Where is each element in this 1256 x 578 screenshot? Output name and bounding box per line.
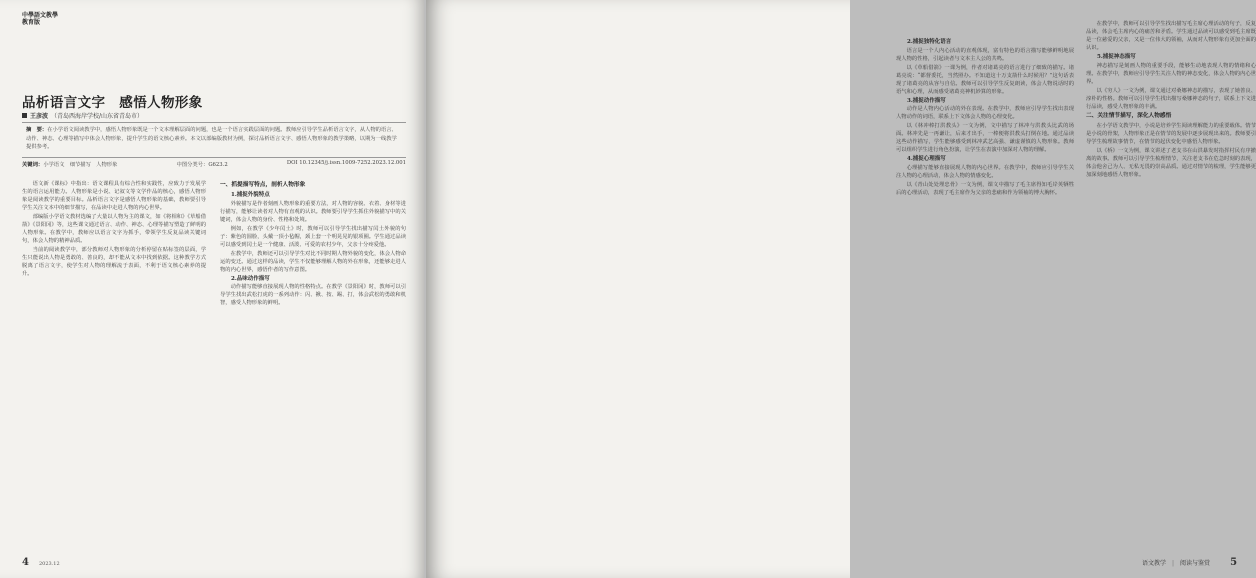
- masthead-subtitle: 教育版: [22, 19, 41, 26]
- author-line: [22, 111, 143, 120]
- paragraph: 心理描写能够直接展现人物的内心世界。在教学中，教师应引导学生关注人物的心理活动，体会人物的情感变化。: [896, 164, 1074, 179]
- paragraph: 例如，在教学《少年闰土》时，教师可以引导学生找出描写闰土外貌的句子：紫色的圆脸，头戴一顶小毡帽，颈上套一个明晃晃的银项圈。学生通过品读可以感受到闰土是一个健康、活泼、可爱的农村少年，父亲十分疼爱他。: [220, 225, 406, 248]
- paragraph: 以《林冲棒打洪教头》一文为例，文中描写了林冲与洪教头比武的场面。林冲先是一再谦让，后来才出手，一棒便将洪教头打倒在地。通过品读这些动作描写，学生能够感受到林冲武艺高强、谦虚谨慎的人物形象。教师可以组织学生进行角色扮演，让学生在表演中加深对人物的理解。: [896, 123, 1074, 153]
- subsection-heading: 4.捕捉心理描写: [907, 156, 946, 162]
- paragraph: 在教学中，教师可以引导学生找出描写毛主席心理活动的句子，反复品读，体会毛主席内心的痛苦和矛盾。学生通过品读可以感受到毛主席既是一位慈爱的父亲，又是一位伟大的领袖，从而对人物形象有更加全面的认识。: [1086, 21, 1256, 51]
- paragraph: 神态描写是刻画人物的重要手段，能够生动地表现人物的情绪和心理。在教学中，教师应引导学生关注人物的神态变化，体会人物的内心世界。: [1086, 62, 1256, 85]
- right-page: [426, 0, 1256, 578]
- paragraph: 语文新《课标》中指出：语文课程具有综合性和实践性，应致力于发展学生的语言运用能力。人物形象是小说、记叙文等文学作品的核心，感悟人物形象是阅读教学的重要目标。品析语言文字是感悟人物形象的基础，教师要引导学生关注文本中的细节描写，在品读中走进人物的内心世界。: [22, 181, 206, 211]
- keywords: [22, 160, 117, 168]
- paragraph: 以《青山处处埋忠骨》一文为例，课文中描写了毛主席得知毛岸英牺牲后的心理活动，表现了毛主席作为父亲的悲痛和作为领袖的博大胸怀。: [896, 181, 1074, 196]
- paragraph: 当前的阅读教学中，部分教师对人物形象的分析停留在贴标签的层面，学生只能说出人物是勇敢的、善良的，却不能从文本中找到依据。这种教学方式脱离了语言文字，使学生对人物的理解流于表面，不利于语文核心素养的提升。: [22, 247, 206, 277]
- masthead-title: 中學語文教學: [22, 12, 59, 19]
- subsection-heading: 2.品味动作描写: [231, 275, 270, 282]
- keywords-label: 关键词：: [22, 162, 44, 168]
- subsection-heading: 3.捕捉动作描写: [907, 97, 946, 104]
- section-heading: 一、抓提描写特点，剖析人物形象: [220, 182, 306, 188]
- article-title: 品析语言文字 感悟人物形象: [22, 95, 203, 111]
- paragraph: 以《穷人》一文为例，课文通过对桑娜神态的描写，表现了她善良、淳朴的性格。教师可以引导学生找出描写桑娜神态的句子，联系上下文进行品读，感受人物形象的丰满。: [1086, 87, 1256, 110]
- right-footer: [1142, 557, 1237, 568]
- journal-masthead: [22, 12, 58, 26]
- subsection-heading: 2.捕捉独特化语言: [907, 39, 952, 45]
- paragraph: 在教学中，教师还可以引导学生对比不同时期人物外貌的变化，体会人物命运的变迁。通过这样的品读，学生不仅能够理解人物的外在形象，还能够走进人物的内心世界，感悟作者的写作意图。: [220, 250, 406, 273]
- footer-divider: |: [1172, 560, 1175, 567]
- right-column-2: [1086, 20, 1256, 535]
- left-page: [0, 0, 424, 578]
- footer-section: 语文教学: [1142, 560, 1167, 567]
- paragraph: 外貌描写是作者刻画人物形象的重要方法，对人物的容貌、衣着、身材等进行描写，能够让读者对人物有直观的认识。教师要引导学生抓住外貌描写中的关键词，体会人物的身份、性格和处境。: [220, 200, 406, 223]
- clc-number: 中图分类号：G623.2: [176, 162, 228, 168]
- left-footer: [22, 557, 60, 568]
- left-column-1: [22, 180, 206, 535]
- page-number: 5: [1230, 557, 1238, 568]
- abstract-label: 摘 要：: [26, 127, 48, 133]
- paragraph: 在小学语文教学中，小说是培养学生阅读理解能力的重要载体。情节是小说的骨架，人物形象正是在情节的发展中逐步展现出来的。教师要引导学生梳理故事情节，在情节的起伏变化中感悟人物形象。: [1086, 122, 1256, 145]
- paragraph: 动作是人物内心活动的外在表现。在教学中，教师应引导学生找出表现人物动作的词语，联系上下文体会人物的心理变化。: [896, 106, 1074, 120]
- doi: DOI 10.12345/j.issn.1009-7252.2023.12.001: [286, 160, 406, 166]
- issue-date: 2023.12: [38, 561, 60, 567]
- author-name: 王彦波: [30, 113, 49, 120]
- author-affiliation: （青岛西海岸学校/山东省青岛市）: [51, 113, 144, 120]
- subsection-heading: 5.捕捉神态描写: [1097, 54, 1136, 60]
- right-column-1: [896, 38, 1074, 535]
- left-column-2: [220, 180, 406, 535]
- article-meta: [22, 160, 406, 168]
- subsection-heading: 1.捕捉外貌特点: [231, 192, 270, 198]
- abstract-text: 在小学语文阅读教学中，感悟人物形象既是一个文本理解层面的问题，也是一个语言实践层面的问题。教师应引导学生品析语言文字，从人物的语言、动作、神态、心理等描写中体会人物形象，提升学生的语文核心素养。本文以部编版教材为例，探讨品析语言文字、感悟人物形象的教学策略，以期为一线教学提供参考。: [26, 127, 397, 150]
- keywords-text: 小学语文 细节描写 人物形象: [43, 162, 118, 168]
- abstract-box: [22, 122, 406, 158]
- paragraph: 部编版小学语文教材选编了大量以人物为主的课文，如《将相和》《草船借箭》《景阳冈》等，这些课文通过语言、动作、神态、心理等描写塑造了鲜明的人物形象。在教学中，教师应以语言文字为抓手，带领学生反复品读关键词句，体会人物的精神品质。: [22, 214, 206, 244]
- paragraph: 动作描写能够直接展现人物的性格特点。在教学《景阳冈》时，教师可以引导学生找出武松打虎的一系列动作：闪、揪、按、踢、打，体会武松的勇敢和机智，感受人物形象的鲜明。: [220, 284, 406, 306]
- paragraph: 以《草船借箭》一课为例，作者对诸葛亮的语言进行了细致的描写。诸葛亮说：“都督委托，当然照办。不知道这十万支箭什么时候用？”这句话表现了诸葛亮的从容与自信。教师可以引导学生反复朗读，体会人物说话时的语气和心理，从而感受诸葛亮神机妙算的形象。: [896, 64, 1074, 95]
- bullet-square-icon: [22, 113, 27, 118]
- paragraph: 以《桥》一文为例，课文讲述了老支书在山洪暴发时指挥村民有序撤离的故事。教师可以引导学生梳理情节，关注老支书在危急时刻的表现，体会他舍己为人、无私无畏的崇高品质。通过对情节的梳理，学生能够更加深刻地感悟人物形象。: [1086, 147, 1256, 178]
- section-heading: 二、关注情节描写，深化人物感悟: [1086, 112, 1172, 119]
- footer-column: 阅读与鉴赏: [1180, 560, 1211, 567]
- page-number: 4: [22, 557, 29, 568]
- paragraph: 语言是一个人内心活动的直观体现，富有特色的语言描写能够鲜明地展现人物的性格，引起读者与文本主人公的共鸣。: [896, 47, 1074, 62]
